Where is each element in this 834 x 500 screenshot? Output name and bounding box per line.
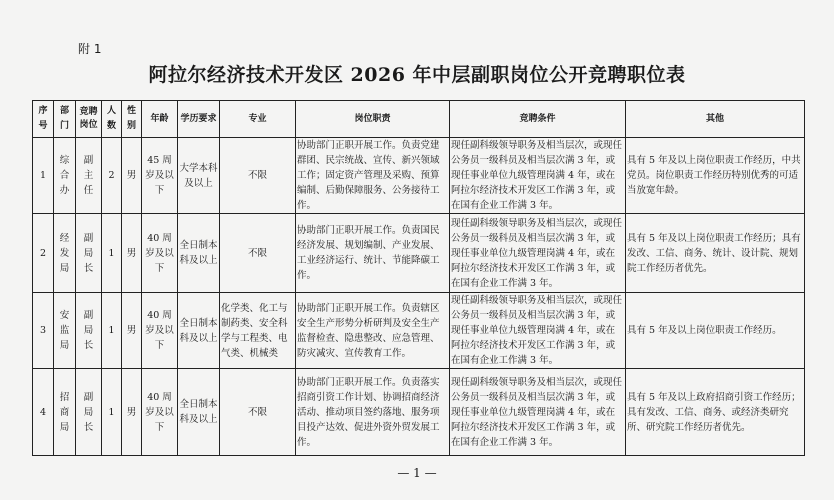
cell-conditions: 现任副科级领导职务及相当层次，或现任公务员一级科员及相当层次满 3 年，或现任事业单位九级管理岗满 4 年，或在阿拉尔经济技术开发区工作满 3 年，或在国有企业工作满 3 年。 <box>450 369 626 456</box>
header-position: 竞聘岗位 <box>76 101 102 138</box>
cell-duties: 协助部门正职开展工作。负责辖区安全生产形势分析研判及安全生产监督检查、隐患整改、应急管理、防灾减灾、宣传教育工作。 <box>296 293 450 369</box>
cell-other: 具有 5 年及以上岗位职责工作经历，中共党员。岗位职责工作经历特别优秀的可适当放宽年龄。 <box>626 138 805 214</box>
cell-major: 不限 <box>220 138 296 214</box>
cell-seq: 3 <box>33 293 54 369</box>
cell-age: 40 周岁及以下 <box>142 369 178 456</box>
cell-dept: 招商局 <box>54 369 76 456</box>
cell-other: 具有 5 年及以上政府招商引资工作经历；具有发改、工信、商务、或经济类研究所、研究院工作经历者优先。 <box>626 369 805 456</box>
positions-table <box>32 100 805 456</box>
table-row <box>33 214 805 293</box>
header-duties: 岗位职责 <box>296 101 450 138</box>
cell-other: 具有 5 年及以上岗位职责工作经历。 <box>626 293 805 369</box>
header-seq: 序号 <box>33 101 54 138</box>
cell-conditions: 现任副科级领导职务及相当层次，或现任公务员一级科员及相当层次满 3 年，或现任事业单位九级管理岗满 4 年，或在阿拉尔经济技术开发区工作满 3 年，或在国有企业工作满 3 年。 <box>450 214 626 293</box>
attachment-label: 附 1 <box>78 42 102 56</box>
cell-age: 40 周岁及以下 <box>142 293 178 369</box>
cell-duties: 协助部门正职开展工作。负责国民经济发展、规划编制、产业发展、工业经济运行、统计、节能降碳工作。 <box>296 214 450 293</box>
page-number: — 1 — <box>397 466 437 480</box>
cell-conditions: 现任副科级领导职务及相当层次，或现任公务员一级科员及相当层次满 3 年，或现任事业单位九级管理岗满 4 年，或在阿拉尔经济技术开发区工作满 3 年，或在国有企业工作满 3 年。 <box>450 293 626 369</box>
cell-duties: 协助部门正职开展工作。负责党建群团、民宗统战、宣传、新兴领域工作；固定资产管理及采购、预算编制、后勤保障服务、公务接待工作。 <box>296 138 450 214</box>
cell-count: 1 <box>102 214 122 293</box>
cell-education: 大学本科及以上 <box>178 138 220 214</box>
table-header-row <box>33 101 805 138</box>
cell-seq: 4 <box>33 369 54 456</box>
cell-position: 副主任 <box>76 138 102 214</box>
cell-age: 45 周岁及以下 <box>142 138 178 214</box>
header-count: 人数 <box>102 101 122 138</box>
cell-dept: 安监局 <box>54 293 76 369</box>
header-gender: 性别 <box>122 101 142 138</box>
table-row <box>33 369 805 456</box>
cell-major: 化学类、化工与制药类、安全科学与工程类、电气类、机械类 <box>220 293 296 369</box>
cell-conditions: 现任副科级领导职务及相当层次，或现任公务员一级科员及相当层次满 3 年，或现任事业单位九级管理岗满 4 年，或在阿拉尔经济技术开发区工作满 3 年，或在国有企业工作满 3 年。 <box>450 138 626 214</box>
cell-gender: 男 <box>122 369 142 456</box>
cell-major: 不限 <box>220 369 296 456</box>
header-major: 专业 <box>220 101 296 138</box>
cell-position: 副局长 <box>76 293 102 369</box>
table-row <box>33 138 805 214</box>
table-row <box>33 293 805 369</box>
cell-education: 全日制本科及以上 <box>178 214 220 293</box>
cell-position: 副局长 <box>76 214 102 293</box>
cell-duties: 协助部门正职开展工作。负责落实招商引资工作计划、协调招商经济活动、推动项目签约落地、服务项目投产达效、促进外资外贸发展工作。 <box>296 369 450 456</box>
cell-gender: 男 <box>122 138 142 214</box>
cell-major: 不限 <box>220 214 296 293</box>
cell-seq: 2 <box>33 214 54 293</box>
cell-seq: 1 <box>33 138 54 214</box>
cell-gender: 男 <box>122 293 142 369</box>
cell-education: 全日制本科及以上 <box>178 369 220 456</box>
cell-age: 40 周岁及以下 <box>142 214 178 293</box>
cell-dept: 经发局 <box>54 214 76 293</box>
header-age: 年龄 <box>142 101 178 138</box>
document-title: 阿拉尔经济技术开发区 2026 年中层副职岗位公开竞聘职位表 <box>148 64 686 86</box>
header-conditions: 竞聘条件 <box>450 101 626 138</box>
cell-dept: 综合办 <box>54 138 76 214</box>
cell-count: 2 <box>102 138 122 214</box>
cell-position: 副局长 <box>76 369 102 456</box>
cell-count: 1 <box>102 369 122 456</box>
header-other: 其他 <box>626 101 805 138</box>
cell-other: 具有 5 年及以上岗位职责工作经历；具有发改、工信、商务、统计、设计院、规划院工作经历者优先。 <box>626 214 805 293</box>
cell-count: 1 <box>102 293 122 369</box>
cell-education: 全日制本科及以上 <box>178 293 220 369</box>
header-dept: 部门 <box>54 101 76 138</box>
cell-gender: 男 <box>122 214 142 293</box>
header-education: 学历要求 <box>178 101 220 138</box>
